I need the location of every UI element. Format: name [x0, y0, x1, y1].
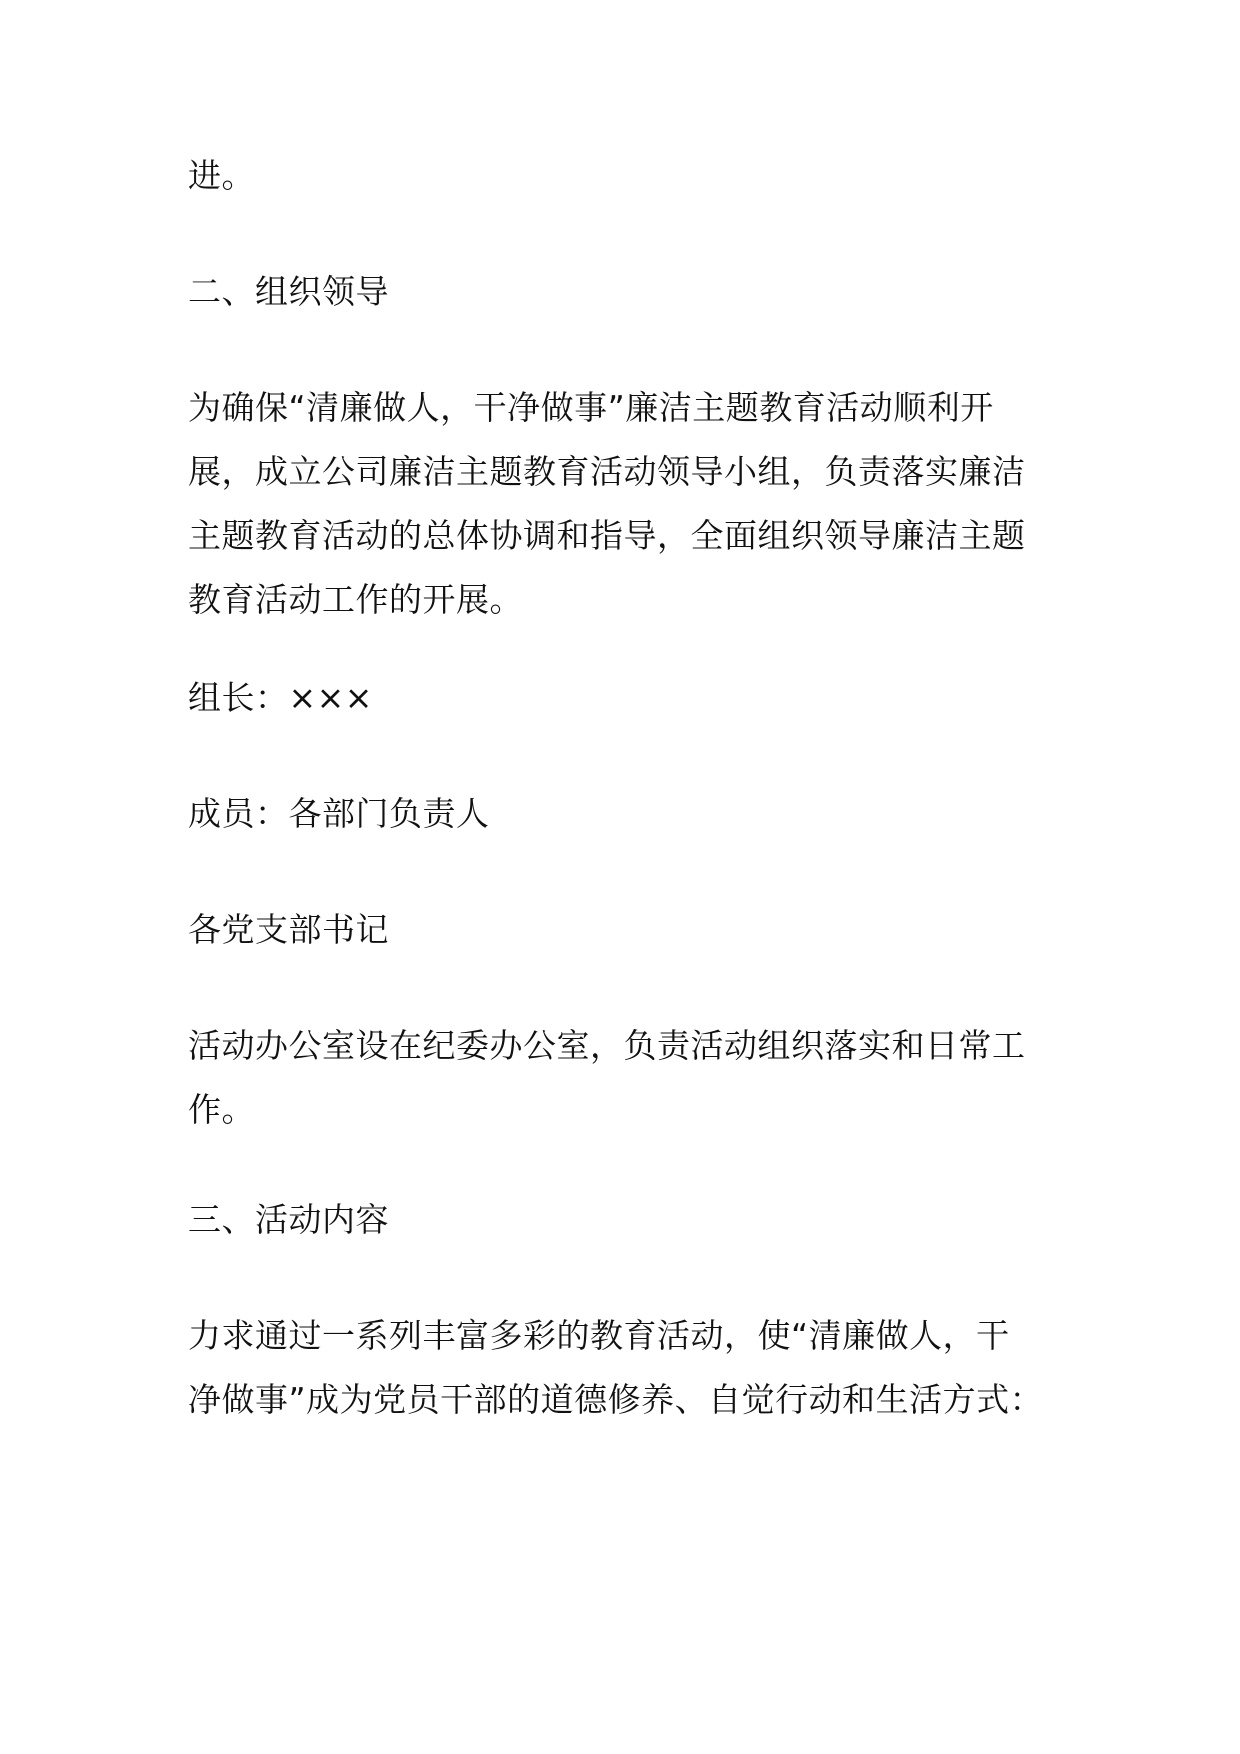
paragraph-line: 为确保“清廉做人，干净做事”廉洁主题教育活动顺利开: [188, 388, 994, 427]
members-paragraph: [188, 782, 1058, 846]
paragraph-line: 主题教育活动的总体协调和指导，全面组织领导廉洁主题: [188, 516, 1026, 555]
paragraph-line: 成员：各部门负责人: [188, 794, 490, 833]
content-paragraph: [188, 1304, 1058, 1432]
paragraph-line: 各党支部书记: [188, 910, 389, 949]
secretaries-paragraph: [188, 898, 1058, 962]
heading-text: 三、活动内容: [188, 1200, 389, 1239]
office-paragraph: [188, 1014, 1058, 1142]
continuation-paragraph: [188, 144, 1058, 208]
paragraph-line: 力求通过一系列丰富多彩的教育活动，使“清廉做人，干: [188, 1316, 1010, 1355]
paragraph-line: 组长：×××: [188, 678, 373, 717]
section-heading-content: [188, 1188, 1058, 1252]
purpose-paragraph: [188, 376, 1058, 632]
heading-text: 二、组织领导: [188, 272, 389, 311]
paragraph-line: 活动办公室设在纪委办公室，负责活动组织落实和日常工: [188, 1026, 1026, 1065]
paragraph-line: 净做事”成为党员干部的道德修养、自觉行动和生活方式：: [188, 1380, 1044, 1419]
leader-paragraph: [188, 666, 1058, 730]
section-heading-organization: [188, 260, 1058, 324]
paragraph-line: 教育活动工作的开展。: [188, 580, 523, 619]
paragraph-line: 进。: [188, 156, 255, 195]
paragraph-line: 作。: [188, 1090, 255, 1129]
paragraph-line: 展，成立公司廉洁主题教育活动领导小组，负责落实廉洁: [188, 452, 1026, 491]
